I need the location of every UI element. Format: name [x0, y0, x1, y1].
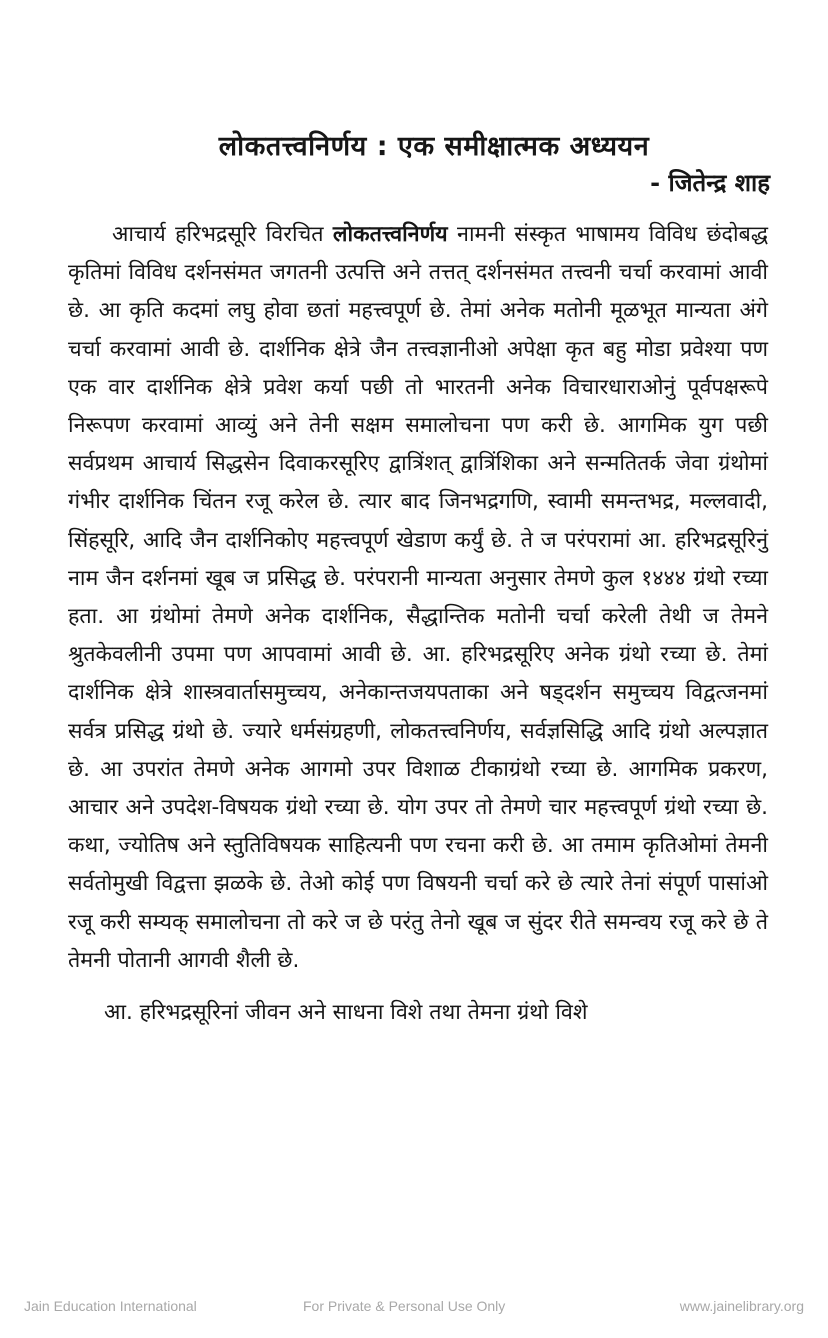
footer-website: www.jainelibrary.org: [679, 1298, 804, 1314]
paragraph-1: [68, 216, 768, 980]
paragraph-1-intro: आचार्य हरिभद्रसूरि विरचित: [112, 222, 333, 247]
work-title-bold: लोकतत्त्वनिर्णय: [332, 222, 448, 247]
footer-usage-note: For Private & Personal Use Only: [303, 1298, 506, 1314]
page-title: लोकतत्त्वनिर्णय : एक समीक्षात्मक अध्ययन: [218, 131, 650, 163]
footer-publisher: Jain Education International: [24, 1298, 197, 1314]
page-footer: [0, 1298, 828, 1318]
author-name: - जितेन्द्र शाह: [650, 169, 770, 197]
paragraph-2: आ. हरिभद्रसूरिनां जीवन अने साधना विशे तथा तेमना ग्रंथो विशे: [104, 1000, 588, 1026]
paragraph-1-body: नामनी संस्कृत भाषामय विविध छंदोबद्ध कृतिमां विविध दर्शनसंमत जगतनी उत्पत्ति अने तत्तत् दर्शनसंमत तत्त्वनी चर्चा करवामां आवी छे. आ कृति कदमां लघु होवा छतां महत्त्वपूर्ण छे. तेमां अनेक मतोनी मूळभूत मान्यता अंगे चर्चा करवामां आवी छे. दार्शनिक क्षेत्रे जैन तत्त्वज्ञानीओ अपेक्षा कृत बहु मोडा प्रवेश्या पण एक वार दार्शनिक क्षेत्रे प्रवेश कर्या पछी तो भारतनी अनेक विचारधाराओनुं पूर्वपक्षरूपे निरूपण करवामां आव्युं अने तेनी सक्षम समालोचना पण करी छे. आगमिक युग पछी सर्वप्रथम आचार्य सिद्धसेन दिवाकरसूरिए द्वात्रिंशत् द्वात्रिंशिका अने सन्मतितर्क जेवा ग्रंथोमां गंभीर दार्शनिक चिंतन रजू करेल छे. त्यार बाद जिनभद्रगणि, स्वामी समन्तभद्र, मल्लवादी, सिंहसूरि, आदि जैन दार्शनिकोए महत्त्वपूर्ण खेडाण कर्युं छे. ते ज परंपरामां आ. हरिभद्रसूरिनुं नाम जैन दर्शनमां खूब ज प्रसिद्ध छे. परंपरानी मान्यता अनुसार तेमणे कुल १४४४ ग्रंथो रच्या हता. आ ग्रंथोमां तेमणे अनेक दार्शनिक, सैद्धान्तिक मतोनी चर्चा करेली तेथी ज तेमने श्रुतकेवलीनी उपमा पण आपवामां आवी छे. आ. हरिभद्रसूरिए अनेक ग्रंथो रच्या छे. तेमां दार्शनिक क्षेत्रे शास्त्रवार्तासमुच्चय, अनेकान्तजयपताका अने षड्दर्शन समुच्चय विद्वत्जनमां सर्वत्र प्रसिद्ध ग्रंथो छे. ज्यारे धर्मसंग्रहणी, लोकतत्त्वनिर्णय, सर्वज्ञसिद्धि आदि ग्रंथो अल्पज्ञात छे. आ उपरांत तेमणे अनेक आगमो उपर विशाळ टीकाग्रंथो रच्या छे. आगमिक प्रकरण, आचार अने उपदेश-विषयक ग्रंथो रच्या छे. योग उपर तो तेमणे चार महत्त्वपूर्ण ग्रंथो रच्या छे. कथा, ज्योतिष अने स्तुतिविषयक साहित्यनी पण रचना करी छे. आ तमाम कृतिओमां तेमनी सर्वतोमुखी विद्वत्ता झळके छे. तेओ कोई पण विषयनी चर्चा करे छे त्यारे तेनां संपूर्ण पासांओ रजू करी सम्यक् समालोचना तो करे ज छे परंतु तेनो खूब ज सुंदर रीते समन्वय रजू करे छे ते तेमनी पोतानी आगवी शैली छे.: [68, 222, 769, 973]
article-body: [68, 216, 768, 1032]
